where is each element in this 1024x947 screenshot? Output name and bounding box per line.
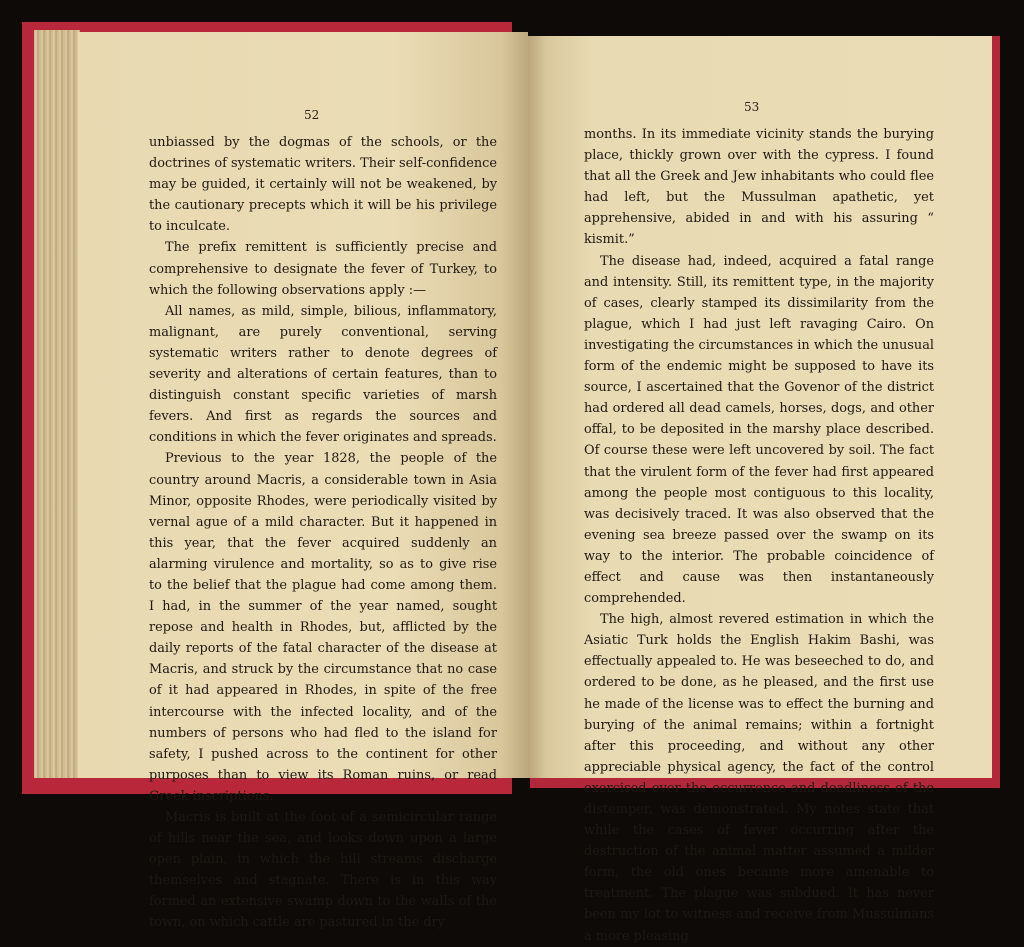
paragraph: Macris is built at the foot of a semicircular range of hills near the sea, and looks down upon a large open plain, in which the hill streams discharge themselves and stagnate. There is in this way formed an extensive swamp down to the walls of the town, on which cattle are pastured in the dry: [149, 810, 497, 931]
paragraph: The prefix remittent is sufficiently precise and comprehensive to designate the fever of Turkey, to which the following observations apply :—: [149, 240, 497, 298]
page-number-right: 53: [744, 100, 760, 114]
paragraph: unbiassed by the dogmas of the schools, or the doctrines of systematic writers. Their self-confidence may be guided, it certainly will not be weakened, by the cautionary precepts which it will be his privilege to inculcate.: [149, 135, 497, 235]
paragraph: The disease had, indeed, acquired a fatal range and intensity. Still, its remittent type, in the majority of cases, clearly stamped its dissimilarity from the plague, which I had just left ravaging Cairo. On investigating the circumstances in which the unusual form of the endemic might be supposed to have its source, I ascertained that the Govenor of the district had ordered all dead camels, horses, dogs, and other offal, to be deposited in the marshy place described. Of course these were left uncovered by soil. The fact that the virulent form of the fever had first appeared among the people most contiguous to this locality, was decisively traced. It was also observed that the evening sea breeze passed over the swamp on its way to the interior. The probable coincidence of effect and cause was then instantaneously comprehended.: [584, 253, 934, 607]
paragraph: The high, almost revered estimation in which the Asiatic Turk holds the English Hakim Bashi, was effectually appealed to. He was beseeched to do, and ordered to be done, as he pleased, and the first use he made of the license was to effect the burning and burying of the animal remains; within a fortnight after this proceeding, and without any other appreciable physical agency, the fact of the control exercised over the occurrence and deadliness of the distemper, was demonstrated. My notes state that while the cases of fever occurring after the destruction of the animal matter assumed a milder form, the old ones became more amenable to treatment. The plague was subdued. It has never been my lot to witness and receive from Mussulmans a more pleasing: [584, 612, 934, 944]
page-number-left: 52: [304, 108, 320, 122]
paragraph: All names, as mild, simple, bilious, inflammatory, malignant, are purely conventional, serving systematic writers rather to denote degrees of severity and alterations of certain features, than to distinguish constant specific varieties of marsh fevers. And first as regards the sources and conditions in which the fever originates and spreads.: [149, 303, 497, 446]
right-page-text: [584, 124, 934, 947]
right-page: [528, 36, 992, 944]
left-page-text: [149, 132, 497, 934]
left-page: [78, 32, 528, 931]
paragraph: months. In its immediate vicinity stands the burying place, thickly grown over with the cypress. I found that all the Greek and Jew inhabitants who could flee had left, but the Mussulman apathetic, yet apprehensive, abided in and with his assuring “ kismit.”: [584, 127, 934, 248]
page-edges: [34, 30, 80, 778]
paragraph: Previous to the year 1828, the people of the country around Macris, a considerable town in Asia Minor, opposite Rhodes, were periodically visited by vernal ague of a mild character. But it happened in this year, that the fever acquired suddenly an alarming virulence and mortality, so as to give rise to the belief that the plague had come among them. I had, in the summer of the year named, sought repose and health in Rhodes, but, afflicted by the daily reports of the fatal character of the disease at Macris, and struck by the circumstance that no case of it had appeared in Rhodes, in spite of the free intercourse with the infected locality, and of the numbers of persons who had fled to the island for safety, I pushed across to the continent for other purposes than to view its Roman ruins, or read Greek inscriptions.: [149, 451, 497, 804]
